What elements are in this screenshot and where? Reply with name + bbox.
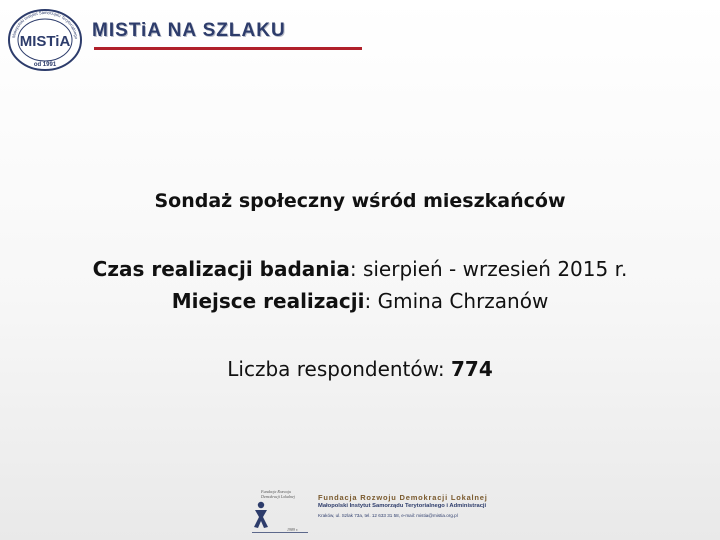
footer-contact: Kraków, ul. Szlak 73a, tel. 12 633 31 58, e-mail: mistia@mistia.org.pl xyxy=(318,513,458,518)
running-figure-icon xyxy=(254,502,268,528)
respondents-count: 774 xyxy=(450,357,493,381)
survey-title: Sondaż społeczny wśród mieszkańców xyxy=(154,190,566,212)
brand-underline xyxy=(94,47,362,50)
footer-institute: Małopolski Instytut Samorządu Terytorialnego i Administracji xyxy=(318,503,487,509)
respondents-label: Liczba respondentów: xyxy=(227,357,451,381)
frdl-year: 1989 r. xyxy=(287,527,299,532)
seal-arc-text: Małopolski Instytut Samorządu Terytorialnego xyxy=(11,9,79,40)
mistia-seal-logo xyxy=(7,8,83,72)
frdl-logo-line1: Fundacja Rozwoju xyxy=(261,489,292,494)
frdl-logo-line2: Demokracji Lokalnej xyxy=(261,494,295,499)
footer-org-info xyxy=(318,493,488,520)
frdl-logo xyxy=(251,487,309,533)
brand-title: MISTiA NA SZLAKU xyxy=(92,20,286,41)
seal-monogram: MISTiA xyxy=(19,33,71,50)
respondents-line xyxy=(0,357,720,381)
footer-org-name: Fundacja Rozwoju Demokracji Lokalnej xyxy=(318,493,488,502)
time-label: Czas realizacji badania xyxy=(92,257,350,281)
time-value: : sierpień - wrzesień 2015 r. xyxy=(349,257,628,281)
place-label: Miejsce realizacji xyxy=(171,289,365,313)
survey-time-line xyxy=(0,257,720,281)
survey-place-line xyxy=(0,289,720,313)
seal-year: od 1991 xyxy=(33,62,57,68)
place-value: : Gmina Chrzanów xyxy=(364,289,549,313)
